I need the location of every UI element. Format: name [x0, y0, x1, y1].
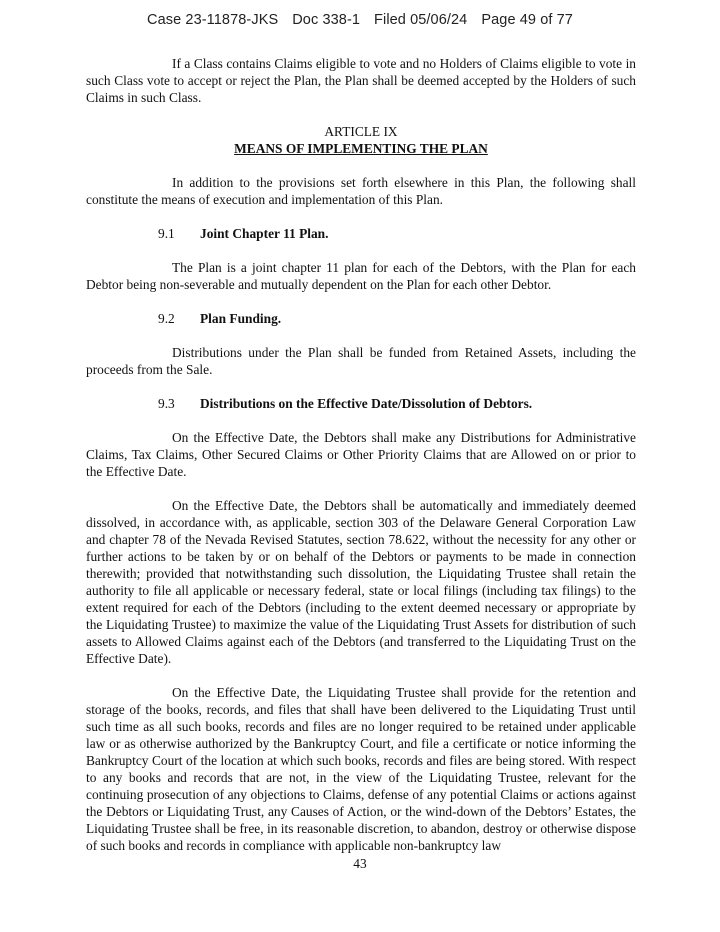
article-title: MEANS OF IMPLEMENTING THE PLAN [234, 141, 488, 156]
section-paragraph: Distributions under the Plan shall be funded from Retained Assets, including the proceeds from the Sale. [86, 345, 636, 377]
section-paragraph: On the Effective Date, the Debtors shall be automatically and immediately deemed dissolved, in accordance with, as applicable, section 303 of the Delaware General Corporation Law and chapter 78 of the Nevada Revised Statutes, section 78.622, without the necessity for any other or further actions to be taken by or on behalf of the Debtors or payments to be made in connection therewith; provided that notwithstanding such dissolution, the Liquidating Trustee shall retain the authority to file all applicable or necessary federal, state or local filings (including tax filings) to the extent required for each of the Debtors (including to the extent deemed necessary or appropriate by the Liquidating Trustee) to maximize the value of the Liquidating Trust Assets for distribution of such assets to Allowed Claims against each of the Debtors (and transferred to the Liquidating Trust on the Effective Date). [86, 498, 636, 666]
section-paragraph: On the Effective Date, the Liquidating Trustee shall provide for the retention and storage of the books, records, and files that shall have been delivered to the Liquidating Trust until such time as all such books, records and files are no longer required to be retained under applicable law or as otherwise authorized by the Bankruptcy Court, and file a certificate or notice informing the Bankruptcy Court of the location at which such books, records and files are being stored. With respect to any books and records that are not, in the view of the Liquidating Trustee, relevant for the continuing prosecution of any objections to Claims, defense of any potential Claims or actions against the Debtors or Liquidating Trust, any Causes of Action, or the wind-down of the Debtors’ Estates, the Liquidating Trustee shall be free, in its reasonable discretion, to abandon, destroy or otherwise dispose of such books and records in compliance with applicable non-bankruptcy law [86, 685, 636, 853]
section-number: 9.1 [158, 226, 175, 241]
section-title: Plan Funding. [200, 311, 282, 326]
page-of-total: Page 49 of 77 [481, 12, 573, 28]
section-number: 9.3 [158, 396, 175, 411]
case-number: Case 23-11878-JKS [147, 12, 279, 28]
intro-paragraph: If a Class contains Claims eligible to vote and no Holders of Claims eligible to vote in such Class vote to accept or reject the Plan, the Plan shall be deemed accepted by the Holders of such Claims in such Class. [86, 56, 636, 105]
section-heading [86, 395, 636, 412]
page-number: 43 [353, 856, 367, 871]
article-intro: In addition to the provisions set forth elsewhere in this Plan, the following shall constitute the means of execution and implementation of this Plan. [86, 175, 636, 207]
doc-number: Doc 338-1 [292, 12, 361, 28]
filed-date: Filed 05/06/24 [374, 12, 468, 28]
section-title: Distributions on the Effective Date/Dissolution of Debtors. [200, 396, 533, 411]
filing-header [0, 12, 720, 28]
section-paragraph: The Plan is a joint chapter 11 plan for each of the Debtors, with the Plan for each Debtor being non-severable and mutually dependent on the Plan for each other Debtor. [86, 260, 636, 292]
section-number: 9.2 [158, 311, 175, 326]
document-body [86, 55, 636, 871]
section-heading [86, 225, 636, 242]
section-heading [86, 310, 636, 327]
section-title: Joint Chapter 11 Plan. [200, 226, 329, 241]
section-paragraph: On the Effective Date, the Debtors shall make any Distributions for Administrative Claims, Tax Claims, Other Secured Claims or Other Priority Claims that are Allowed on or prior to the Effective Date. [86, 430, 636, 479]
article-number: ARTICLE IX [324, 124, 398, 139]
